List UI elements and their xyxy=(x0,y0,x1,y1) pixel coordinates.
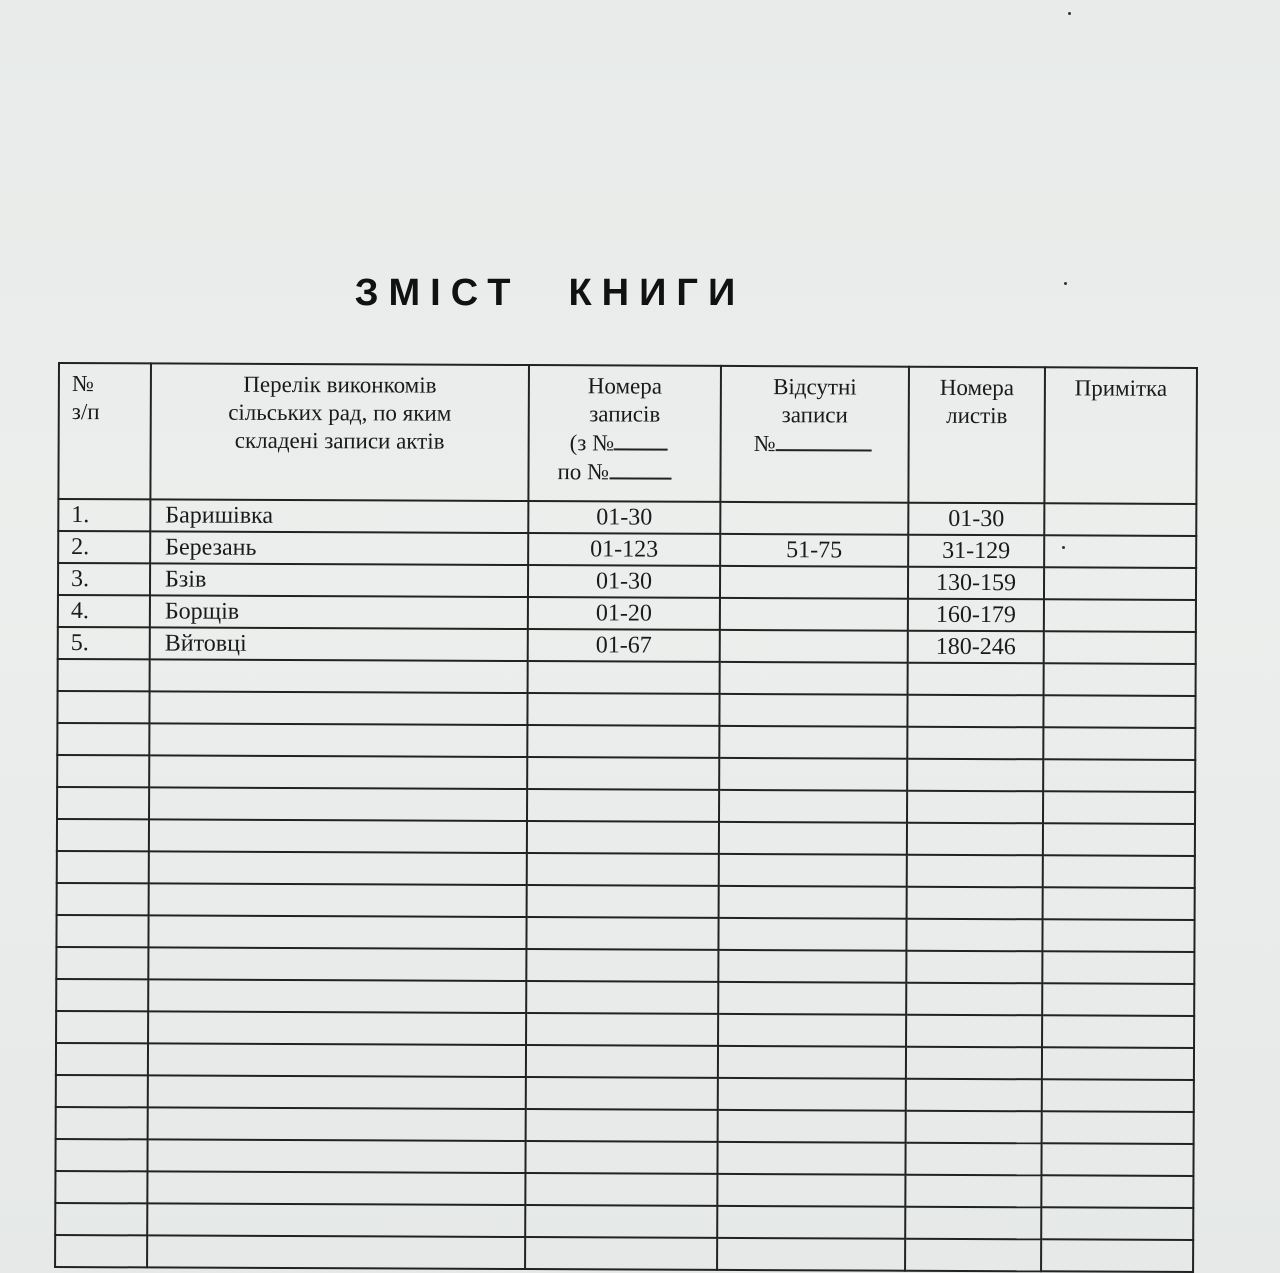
table-row-empty xyxy=(56,947,1194,984)
row-note-empty xyxy=(1041,1207,1193,1240)
row-number: 2. xyxy=(58,531,150,563)
table-row-empty xyxy=(56,1011,1194,1048)
row-sheet-range-empty xyxy=(906,1079,1042,1112)
row-note-empty xyxy=(1042,1015,1194,1048)
row-sheet-range: 180-246 xyxy=(908,631,1044,664)
row-note xyxy=(1044,503,1196,536)
table-row-empty xyxy=(55,1171,1193,1208)
row-missing-records-empty xyxy=(717,1206,905,1239)
row-note-empty xyxy=(1042,1047,1194,1080)
row-note-empty xyxy=(1041,1239,1193,1272)
row-sheet-range-empty xyxy=(906,1111,1042,1144)
table-row xyxy=(58,627,1196,664)
row-council-name-empty xyxy=(148,915,526,949)
row-missing-records-empty xyxy=(719,726,907,759)
row-record-range: 01-67 xyxy=(528,629,720,662)
row-council-name: Бзів xyxy=(150,563,528,597)
row-note xyxy=(1044,567,1196,600)
row-number-empty xyxy=(57,723,149,755)
row-missing-records xyxy=(720,598,908,631)
row-council-name-empty xyxy=(147,1235,525,1269)
row-number-empty xyxy=(57,883,149,915)
row-missing-records-empty xyxy=(717,1142,905,1175)
row-sheet-range-empty xyxy=(907,823,1043,856)
row-sheet-range-empty xyxy=(906,1047,1042,1080)
row-missing-records-empty xyxy=(718,1078,906,1111)
row-number-empty xyxy=(56,979,148,1011)
row-sheet-range-empty xyxy=(906,983,1042,1016)
table-row-empty xyxy=(55,1235,1193,1272)
row-council-name-empty xyxy=(147,1139,525,1173)
row-missing-records-empty xyxy=(719,886,907,919)
table-row-empty xyxy=(57,723,1195,760)
paper-speck xyxy=(1064,282,1067,285)
title-word-2: КНИГИ xyxy=(568,272,746,314)
row-council-name-empty xyxy=(150,659,528,693)
row-record-range: 01-123 xyxy=(528,533,720,566)
row-note-empty xyxy=(1043,759,1195,792)
row-council-name-empty xyxy=(148,1011,526,1045)
header-missing-records: Відсутні записи № xyxy=(720,366,909,503)
row-number: 1. xyxy=(58,499,150,531)
row-council-name-empty xyxy=(149,851,527,885)
row-note-empty xyxy=(1041,1143,1193,1176)
row-number-empty xyxy=(55,1235,147,1267)
row-council-name-empty xyxy=(148,1075,526,1109)
row-council-name: Борщів xyxy=(150,595,528,629)
row-sheet-range-empty xyxy=(905,1207,1041,1240)
row-number: 3. xyxy=(58,563,150,595)
row-number-empty xyxy=(57,755,149,787)
row-record-range-empty xyxy=(526,981,718,1014)
row-missing-records xyxy=(720,630,908,663)
row-missing-records xyxy=(720,502,908,535)
row-number-empty xyxy=(56,1011,148,1043)
row-note xyxy=(1044,631,1196,664)
table-row xyxy=(58,595,1196,632)
row-sheet-range-empty xyxy=(905,1175,1041,1208)
row-council-name-empty xyxy=(148,1107,526,1141)
row-missing-records-empty xyxy=(719,694,907,727)
table-row xyxy=(58,531,1196,568)
table-row-empty xyxy=(58,659,1196,696)
row-note-empty xyxy=(1043,791,1195,824)
table-body xyxy=(55,499,1196,1272)
row-sheet-range-empty xyxy=(907,855,1043,888)
row-missing-records-empty xyxy=(719,822,907,855)
row-council-name: Вйтовці xyxy=(150,627,528,661)
row-missing-records-empty xyxy=(719,758,907,791)
row-council-name-empty xyxy=(149,723,527,757)
table-row-empty xyxy=(57,819,1195,856)
header-council-list: Перелік виконкомів сільських рад, по яким складені записи актів xyxy=(150,363,529,501)
row-missing-records-empty xyxy=(718,950,906,983)
row-record-range-empty xyxy=(526,1045,718,1078)
row-record-range-empty xyxy=(527,693,719,726)
row-record-range-empty xyxy=(526,1013,718,1046)
row-number-empty xyxy=(58,659,150,691)
row-record-range-empty xyxy=(527,757,719,790)
row-record-range-empty xyxy=(525,1205,717,1238)
row-record-range-empty xyxy=(527,821,719,854)
row-number-empty xyxy=(56,1043,148,1075)
row-number-empty xyxy=(56,915,148,947)
row-record-range-empty xyxy=(527,725,719,758)
header-record-numbers: Номера записів (з № по № xyxy=(528,365,721,502)
row-note xyxy=(1044,535,1196,568)
table-row-empty xyxy=(56,979,1194,1016)
row-missing-records-empty xyxy=(719,854,907,887)
row-sheet-range-empty xyxy=(907,887,1043,920)
row-sheet-range: 31-129 xyxy=(908,535,1044,568)
row-sheet-range-empty xyxy=(905,1239,1041,1272)
table-row-empty xyxy=(57,851,1195,888)
table-row-empty xyxy=(57,691,1195,728)
row-note-empty xyxy=(1043,695,1195,728)
table-row-empty xyxy=(56,1107,1194,1144)
table-row-empty xyxy=(56,1043,1194,1080)
row-sheet-range-empty xyxy=(908,663,1044,696)
row-record-range-empty xyxy=(526,917,718,950)
row-note-empty xyxy=(1043,727,1195,760)
row-note-empty xyxy=(1043,887,1195,920)
row-missing-records-empty xyxy=(717,1174,905,1207)
row-missing-records-empty xyxy=(718,982,906,1015)
table-row-empty xyxy=(57,883,1195,920)
row-record-range-empty xyxy=(525,1141,717,1174)
title-word-1: ЗМІСТ xyxy=(354,272,521,314)
header-sheet-numbers: Номера листів xyxy=(908,367,1045,504)
row-sheet-range-empty xyxy=(907,791,1043,824)
row-note-empty xyxy=(1042,919,1194,952)
row-record-range: 01-20 xyxy=(528,597,720,630)
row-council-name-empty xyxy=(147,1203,525,1237)
row-missing-records-empty xyxy=(718,1014,906,1047)
row-number-empty xyxy=(56,1075,148,1107)
header-number: № з/п xyxy=(58,363,151,499)
row-missing-records xyxy=(720,566,908,599)
row-sheet-range: 01-30 xyxy=(908,503,1044,536)
row-note-empty xyxy=(1043,823,1195,856)
row-sheet-range-empty xyxy=(907,695,1043,728)
row-number: 5. xyxy=(58,627,150,659)
row-sheet-range-empty xyxy=(906,1015,1042,1048)
table-row-empty xyxy=(56,1075,1194,1112)
row-sheet-range-empty xyxy=(906,919,1042,952)
row-missing-records-empty xyxy=(717,1238,905,1271)
page-title xyxy=(0,272,1100,315)
row-sheet-range-empty xyxy=(907,727,1043,760)
row-record-range-empty xyxy=(526,1109,718,1142)
table-row-empty xyxy=(57,755,1195,792)
row-council-name: Березань xyxy=(150,531,528,565)
header-note: Примітка xyxy=(1044,367,1197,504)
row-council-name-empty xyxy=(149,787,527,821)
row-council-name-empty xyxy=(147,1171,525,1205)
row-missing-records-empty xyxy=(718,1046,906,1079)
row-record-range-empty xyxy=(525,1237,717,1270)
row-council-name-empty xyxy=(149,819,527,853)
row-number-empty xyxy=(56,1107,148,1139)
row-number-empty xyxy=(55,1203,147,1235)
row-missing-records: 51-75 xyxy=(720,534,908,567)
row-record-range-empty xyxy=(527,789,719,822)
row-record-range-empty xyxy=(525,1173,717,1206)
row-note-empty xyxy=(1041,1175,1193,1208)
row-note-empty xyxy=(1042,1079,1194,1112)
row-record-range: 01-30 xyxy=(528,565,720,598)
row-number-empty xyxy=(55,1171,147,1203)
row-number: 4. xyxy=(58,595,150,627)
row-council-name: Баришівка xyxy=(150,499,528,533)
row-council-name-empty xyxy=(148,1043,526,1077)
row-number-empty xyxy=(57,787,149,819)
row-sheet-range-empty xyxy=(905,1143,1041,1176)
table-header-row xyxy=(58,363,1197,504)
row-missing-records-empty xyxy=(719,790,907,823)
row-council-name-empty xyxy=(149,883,527,917)
row-note-empty xyxy=(1043,855,1195,888)
row-note-empty xyxy=(1042,1111,1194,1144)
row-note-empty xyxy=(1042,951,1194,984)
paper-speck xyxy=(1068,12,1071,15)
paper-speck xyxy=(1062,546,1065,549)
row-missing-records-empty xyxy=(718,1110,906,1143)
row-council-name-empty xyxy=(149,691,527,725)
row-number-empty xyxy=(57,851,149,883)
row-record-range-empty xyxy=(527,853,719,886)
row-number-empty xyxy=(57,691,149,723)
row-record-range-empty xyxy=(526,949,718,982)
row-number-empty xyxy=(57,819,149,851)
row-missing-records-empty xyxy=(720,662,908,695)
table-row-empty xyxy=(57,787,1195,824)
row-sheet-range-empty xyxy=(907,759,1043,792)
row-sheet-range: 130-159 xyxy=(908,567,1044,600)
row-sheet-range: 160-179 xyxy=(908,599,1044,632)
row-sheet-range-empty xyxy=(906,951,1042,984)
row-record-range-empty xyxy=(526,1077,718,1110)
row-council-name-empty xyxy=(149,755,527,789)
table-row xyxy=(58,563,1196,600)
table-row-empty xyxy=(55,1203,1193,1240)
table-row-empty xyxy=(55,1139,1193,1176)
table-row xyxy=(58,499,1196,536)
table-row-empty xyxy=(56,915,1194,952)
row-council-name-empty xyxy=(148,947,526,981)
row-note-empty xyxy=(1042,983,1194,1016)
row-record-range: 01-30 xyxy=(528,501,720,534)
row-record-range-empty xyxy=(528,661,720,694)
contents-table xyxy=(54,362,1198,1273)
row-number-empty xyxy=(56,947,148,979)
row-note-empty xyxy=(1044,663,1196,696)
row-record-range-empty xyxy=(527,885,719,918)
row-council-name-empty xyxy=(148,979,526,1013)
row-missing-records-empty xyxy=(718,918,906,951)
row-number-empty xyxy=(55,1139,147,1171)
row-note xyxy=(1044,599,1196,632)
